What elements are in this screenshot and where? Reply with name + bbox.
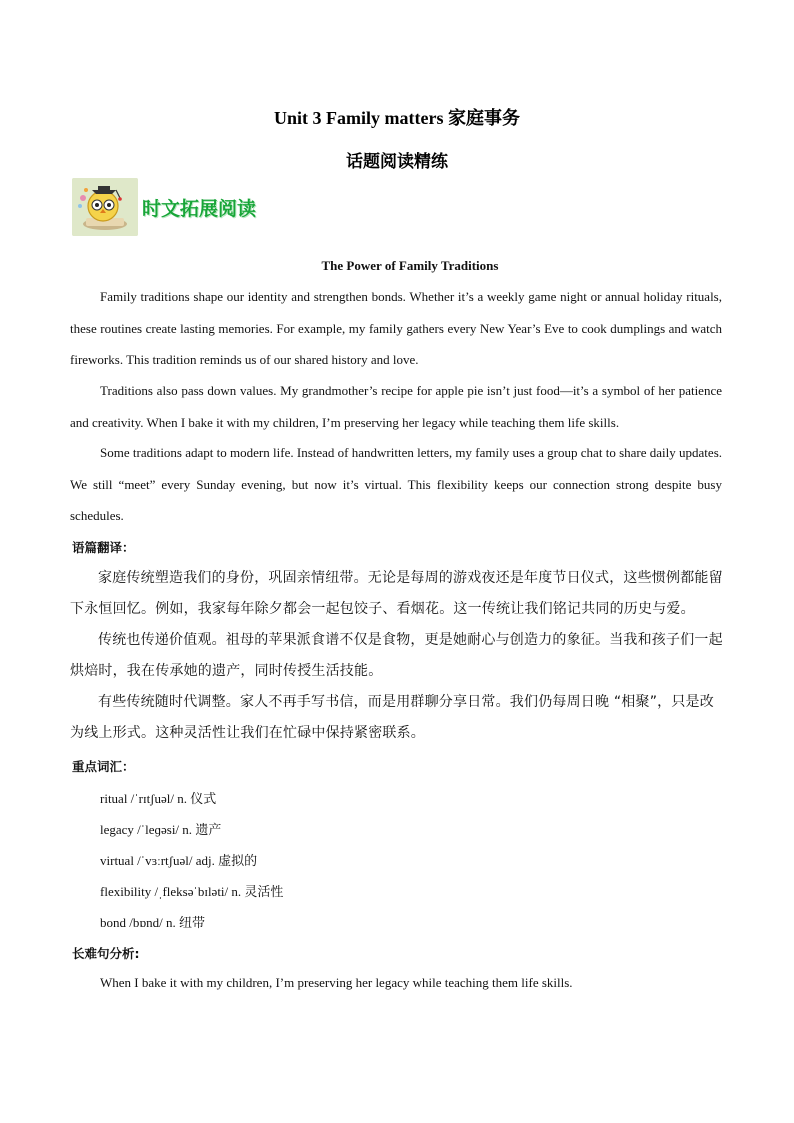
vocabulary-item <box>100 788 216 807</box>
translation-heading: 语篇翻译： <box>72 540 135 555</box>
vocabulary-word: legacy /ˈleɡəsi/ n. <box>100 822 196 837</box>
vocabulary-meaning: 遗产 <box>195 823 222 838</box>
page-title: Unit 3 Family matters 家庭事务 <box>274 108 520 128</box>
vocabulary-item <box>100 819 221 838</box>
vocabulary-item <box>100 881 283 900</box>
vocabulary-meaning: 灵活性 <box>244 885 284 900</box>
article-paragraph: Some traditions adapt to modern life. Instead of handwritten letters, my family uses a group chat to share daily updates. We still “meet” every Sunday evening, but now it’s virtual. This flexibility keeps our connection strong despite busy schedules. <box>70 445 722 523</box>
banner-label: 时文拓展阅读 <box>142 197 257 220</box>
owl-scholar-icon <box>72 178 138 236</box>
vocabulary-meaning: 纽带 <box>179 916 206 931</box>
article-paragraph: Traditions also pass down values. My grandmother’s recipe for apple pie isn’t just food—it’s a symbol of her patience and creativity. When I bake it with my children, I’m preserving her legacy while teaching them life skills. <box>70 383 722 430</box>
vocabulary-item <box>100 912 205 931</box>
translation-paragraph: 传统也传递价值观。祖母的苹果派食谱不仅是食物，更是她耐心与创造力的象征。当我和孩子们一起烘焙时，我在传承她的遗产，同时传授生活技能。 <box>70 632 723 679</box>
vocabulary-word: bond /bɒnd/ n. <box>100 915 180 930</box>
article-title: The Power of Family Traditions <box>321 258 499 273</box>
vocabulary-word: virtual /ˈvɜːrtʃuəl/ adj. <box>100 853 219 868</box>
vocabulary-word: ritual /ˈrɪtʃuəl/ n. <box>100 791 191 806</box>
vocabulary-item <box>100 850 257 869</box>
analysis-heading: 长难句分析: <box>72 946 140 961</box>
page-subtitle: 话题阅读精练 <box>346 152 448 172</box>
translation-paragraph: 有些传统随时代调整。家人不再手写书信，而是用群聊分享日常。我们仍每周日晚 “相聚”，只是改为线上形式。这种灵活性让我们在忙碌中保持紧密联系。 <box>70 694 714 741</box>
vocabulary-word: flexibility /ˌfleksəˈbɪləti/ n. <box>100 884 245 899</box>
vocabulary-meaning: 仪式 <box>190 792 217 807</box>
section-banner <box>72 178 256 236</box>
analysis-sentence: When I bake it with my children, I’m preserving her legacy while teaching them life skills. <box>100 975 573 990</box>
vocabulary-heading: 重点词汇： <box>72 759 135 774</box>
translation-paragraph: 家庭传统塑造我们的身份，巩固亲情纽带。无论是每周的游戏夜还是年度节日仪式，这些惯例都能留下永恒回忆。例如，我家每年除夕都会一起包饺子、看烟花。这一传统让我们铭记共同的历史与爱。 <box>70 570 723 617</box>
article-paragraph: Family traditions shape our identity and strengthen bonds. Whether it’s a weekly game night or annual holiday rituals, these routines create lasting memories. For example, my family gathers every New Year’s Eve to cook dumplings and watch fireworks. This tradition reminds us of our shared history and love. <box>70 289 722 367</box>
vocabulary-meaning: 虚拟的 <box>218 854 258 869</box>
